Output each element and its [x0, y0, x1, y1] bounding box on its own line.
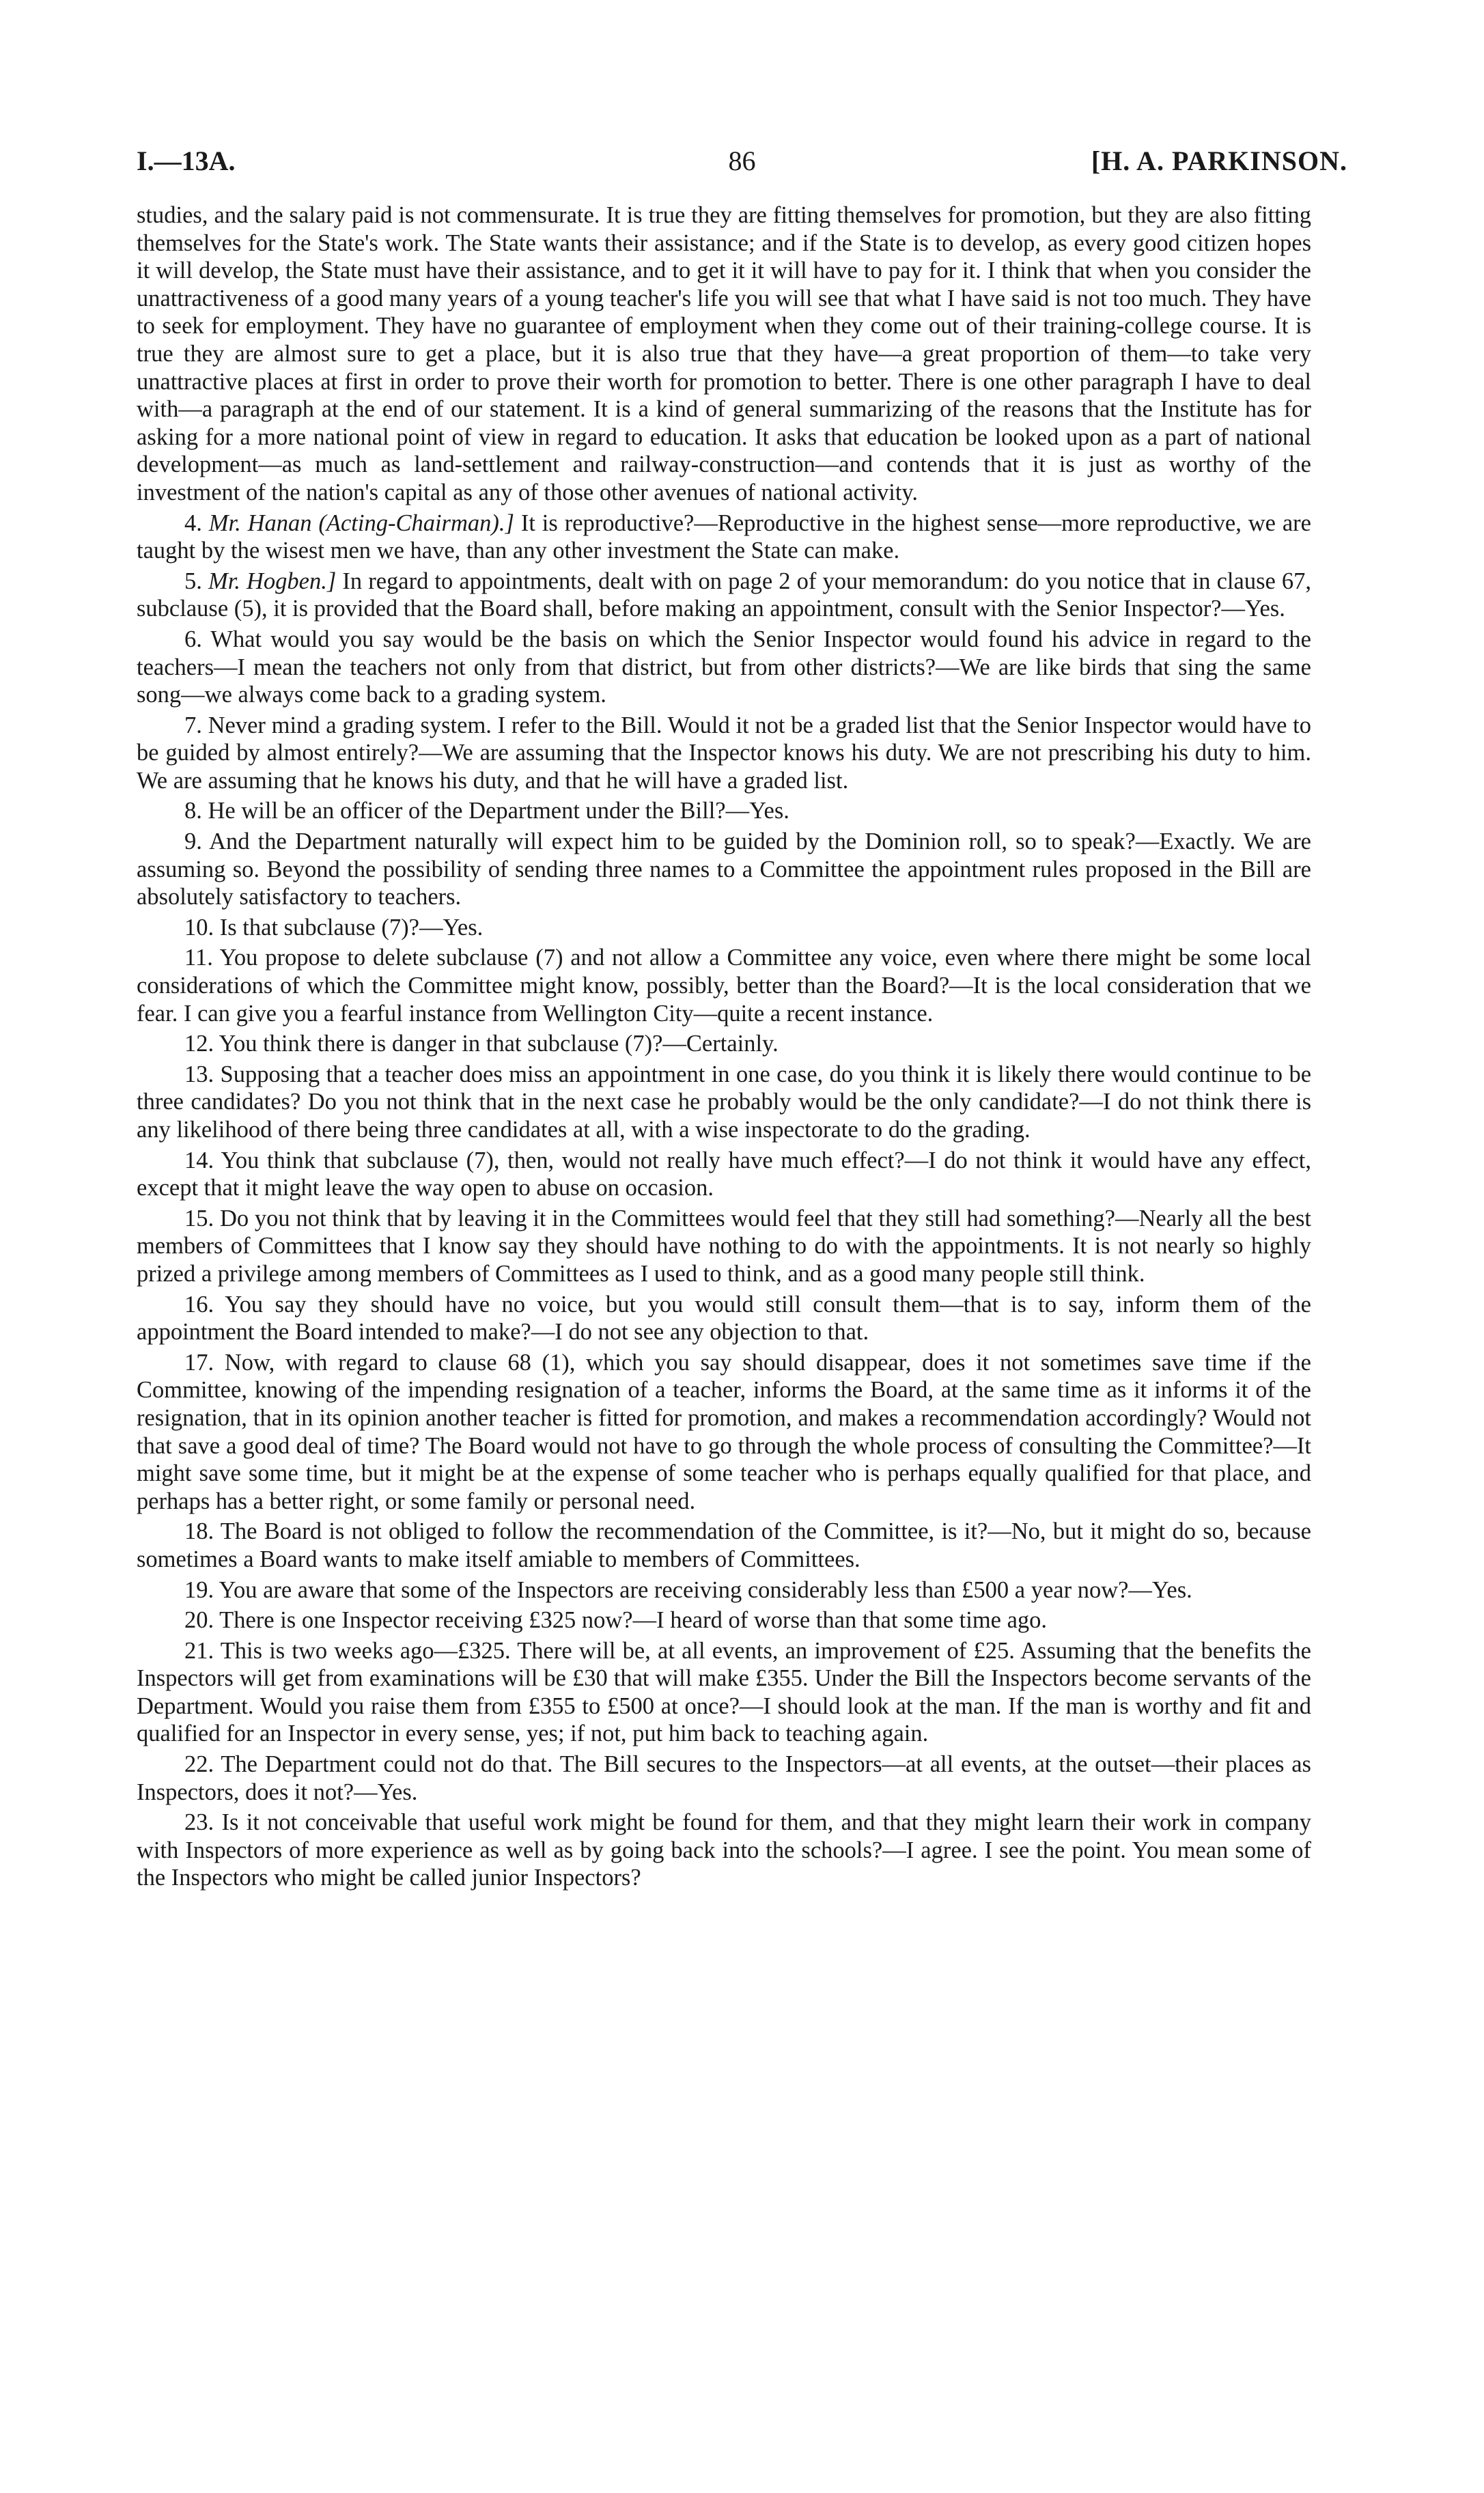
- question-paragraph: [137, 828, 1311, 911]
- question-paragraph: [137, 944, 1311, 1027]
- question-number: 12.: [184, 1031, 214, 1057]
- speaker-label: Mr. Hanan (Acting-Chairman).]: [208, 510, 514, 536]
- question-text: The Board is not obliged to follow the recommendation of the Committee, is it?—No, but it might do so, because sometimes a Board wants to make itself amiable to members of Committees.: [137, 1518, 1311, 1572]
- question-text: You propose to delete subclause (7) and not allow a Committee any voice, even where there might be some local considerations of which the Committee might know, possibly, better than the Board?—It is the local consideration that we fear. I can give you a fearful instance from Wellington City—quite a recent instance.: [137, 945, 1311, 1027]
- question-paragraph: [137, 626, 1311, 709]
- question-text: He will be an officer of the Department under the Bill?—Yes.: [208, 798, 789, 824]
- speaker-label: Mr. Hogben.]: [208, 568, 337, 594]
- question-paragraph: [137, 1576, 1311, 1604]
- question-paragraph: [137, 510, 1311, 565]
- question-number: 14.: [184, 1147, 214, 1173]
- question-number: 4.: [184, 510, 202, 536]
- question-text: It is reproductive?—Reproductive in the highest sense—more reproductive, we are taught by the wisest men we have, than any other investment the State can make.: [137, 510, 1311, 564]
- question-number: 19.: [184, 1576, 214, 1603]
- question-paragraph: [137, 797, 1311, 825]
- question-paragraph: [137, 914, 1311, 942]
- question-paragraph: [137, 1291, 1311, 1346]
- question-text: And the Department naturally will expect him to be guided by the Dominion roll, so to speak?—Exactly. We are assuming so. Beyond the possibility of sending three names to a Committee the appointment rules proposed in the Bill are absolutely satisfactory to teachers.: [137, 828, 1311, 910]
- question-text: Now, with regard to clause 68 (1), which you say should disappear, does it not sometimes save time if the Committee, knowing of the impending resignation of a teacher, informs the Board, at the same time as it informs it of the resignation, that in its opinion another teacher is fitted for promotion, and makes a recommendation accordingly? Would not that save a good deal of time? The Board would not have to go through the whole process of consulting the Committee?—It might save some time, but it might be at the expense of some teacher who is perhaps equally qualified for that place, and perhaps has a better right, or some family or personal need.: [137, 1349, 1311, 1514]
- page-header: [137, 145, 1347, 179]
- question-text: What would you say would be the basis on which the Senior Inspector would found his advice in regard to the teachers—I mean the teachers not only from that district, but from other districts?—We are like birds that sing the same song—we always come back to a grading system.: [137, 626, 1311, 708]
- question-paragraph: [137, 1751, 1311, 1806]
- question-paragraph: [137, 1147, 1311, 1202]
- question-number: 20.: [184, 1607, 214, 1634]
- question-number: 15.: [184, 1205, 214, 1231]
- question-text: You think that subclause (7), then, would not really have much effect?—I do not think it would have any effect, except that it might leave the way open to abuse on occasion.: [137, 1147, 1311, 1201]
- question-paragraph: [137, 568, 1311, 623]
- question-number: 8.: [184, 798, 202, 824]
- question-text: You are aware that some of the Inspectors are receiving considerably less than £500 a year now?—Yes.: [219, 1576, 1192, 1603]
- question-number: 7.: [184, 712, 202, 738]
- question-number: 21.: [184, 1637, 214, 1664]
- question-number: 17.: [184, 1349, 214, 1376]
- question-paragraph: [137, 1349, 1311, 1516]
- question-paragraph: [137, 1205, 1311, 1288]
- question-number: 6.: [184, 626, 202, 652]
- evidence-text: [137, 201, 1311, 1895]
- question-text: Is it not conceivable that useful work might be found for them, and that they might learn their work in company with Inspectors of more experience as well as by going back into the schools?—I agree. I see the point. You mean some of the Inspectors who might be called junior Inspectors?: [137, 1809, 1311, 1891]
- question-number: 13.: [184, 1061, 214, 1087]
- question-paragraph: [137, 1518, 1311, 1573]
- question-text: Never mind a grading system. I refer to the Bill. Would it not be a graded list that the Senior Inspector would have to be guided by almost entirely?—We are assuming that the Inspector knows his duty. We are not prescribing his duty to him. We are assuming that he knows his duty, and that he will have a graded list.: [137, 712, 1311, 794]
- question-paragraph: [137, 1606, 1311, 1634]
- question-paragraph: [137, 1809, 1311, 1892]
- question-number: 18.: [184, 1518, 214, 1545]
- question-text: This is two weeks ago—£325. There will be, at all events, an improvement of £25. Assuming that the benefits the Inspectors will get from examinations will be £30 that will make £355. Under the Bill the Inspectors become servants of the Department. Would you raise them from £355 to £500 at once?—I should look at the man. If the man is worthy and fit and qualified for an Inspector in every sense, yes; if not, put him back to teaching again.: [137, 1637, 1311, 1747]
- question-number: 11.: [184, 945, 213, 971]
- question-text: The Department could not do that. The Bill secures to the Inspectors—at all events, at the outset—their places as Inspectors, does it not?—Yes.: [137, 1751, 1311, 1805]
- question-text: Do you not think that by leaving it in the Committees would feel that they still had something?—Nearly all the best members of Committees that I know say they should have nothing to do with the appointments. It is not nearly so highly prized a privilege among members of Committees as I used to think, and as a good many people still think.: [137, 1205, 1311, 1287]
- question-number: 16.: [184, 1291, 214, 1318]
- question-text: In regard to appointments, dealt with on page 2 of your memorandum: do you notice that in clause 67, subclause (5), it is provided that the Board shall, before making an appointment, consult with the Senior Inspector?—Yes.: [137, 568, 1312, 622]
- question-text: You think there is danger in that subclause (7)?—Certainly.: [219, 1031, 779, 1057]
- question-number: 10.: [184, 914, 214, 941]
- question-list: [137, 510, 1311, 1893]
- question-paragraph: [137, 1030, 1311, 1058]
- parliamentary-paper-reference: I.—13A.: [137, 145, 236, 176]
- question-text: Supposing that a teacher does miss an appointment in one case, do you think it is likely there would continue to be three candidates? Do you not think that in the next case he probably would be the only candidate?—I do not think there is any likelihood of there being three candidates at all, with a wise inspectorate to do the grading.: [137, 1061, 1312, 1143]
- page-number: 86: [728, 145, 756, 176]
- question-number: 23.: [184, 1809, 214, 1836]
- question-text: You say they should have no voice, but you would still consult them—that is to say, inform them of the appointment the Board intended to make?—I do not see any objection to that.: [137, 1291, 1311, 1346]
- continuation-paragraph: studies, and the salary paid is not commensurate. It is true they are fitting themselves for promotion, but they are also fitting themselves for the State's work. The State wants their assistance; and if the State is to develop, as every good citizen hopes it will develop, the State must have their assistance, and to get it it will have to pay for it. I think that when you consider the unattractiveness of a good many years of a young teacher's life you will see that what I have said is not too much. They have to seek for employment. They have no guarantee of employment when they come out of their training-college course. It is true they are almost sure to get a place, but it is also true that they have—a great proportion of them—to take very unattractive places at first in order to prove their worth for promotion to better. There is one other paragraph I have to deal with—a paragraph at the end of our statement. It is a kind of general summarizing of the reasons that the Institute has for asking for a more national point of view in regard to education. It asks that education be looked upon as a part of national development—as much as land-settlement and railway-construction—and contends that it is just as worthy of the investment of the nation's capital as any of those other avenues of national activity.: [137, 202, 1311, 505]
- question-number: 22.: [184, 1751, 214, 1778]
- question-paragraph: [137, 1637, 1311, 1748]
- question-text: There is one Inspector receiving £325 now?—I heard of worse than that some time ago.: [219, 1607, 1048, 1634]
- question-paragraph: [137, 712, 1311, 795]
- question-paragraph: [137, 1061, 1311, 1144]
- question-number: 5.: [184, 568, 202, 594]
- question-number: 9.: [184, 828, 202, 855]
- witness-name: [H. A. PARKINSON.: [1091, 145, 1347, 176]
- question-text: Is that subclause (7)?—Yes.: [219, 914, 484, 941]
